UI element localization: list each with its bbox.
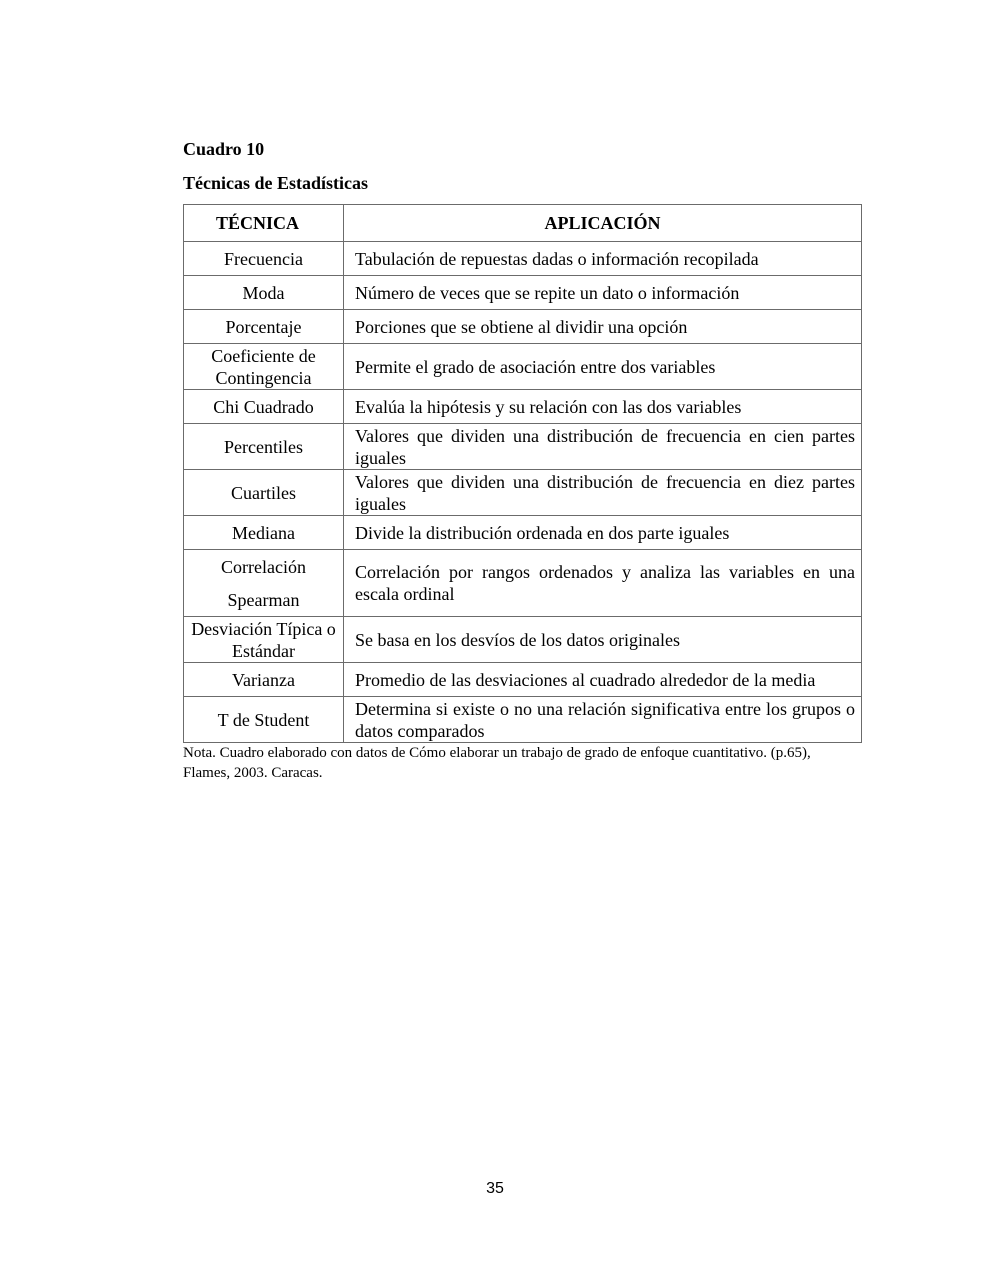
- table-row: [184, 276, 862, 310]
- techniques-table: [183, 204, 862, 743]
- cell-aplicacion: Valores que dividen una distribución de frecuencia en cien partes iguales: [344, 424, 862, 470]
- cell-tecnica: Percentiles: [184, 424, 344, 470]
- cell-tecnica-line: Spearman: [227, 589, 300, 610]
- table-row: [184, 550, 862, 617]
- cell-tecnica: [184, 550, 344, 617]
- table-source-note: Nota. Cuadro elaborado con datos de Cómo elaborar un trabajo de grado de enfoque cuantitativo. (p.65), Flames, 2003. Caracas.: [183, 745, 811, 781]
- cell-tecnica: Varianza: [184, 663, 344, 697]
- table-row: [184, 242, 862, 276]
- techniques-table-container: [183, 204, 861, 743]
- cell-aplicacion: Evalúa la hipótesis y su relación con las dos variables: [344, 390, 862, 424]
- cell-aplicacion: Porciones que se obtiene al dividir una opción: [344, 310, 862, 344]
- cell-aplicacion: Divide la distribución ordenada en dos parte iguales: [344, 516, 862, 550]
- cell-tecnica: Coeficiente de Contingencia: [184, 344, 344, 390]
- table-caption-title: Técnicas de Estadísticas: [183, 173, 369, 193]
- table-row: [184, 663, 862, 697]
- cell-aplicacion: Número de veces que se repite un dato o información: [344, 276, 862, 310]
- table-row: [184, 344, 862, 390]
- cell-tecnica: Moda: [184, 276, 344, 310]
- table-row: [184, 697, 862, 743]
- cell-aplicacion: Se basa en los desvíos de los datos originales: [344, 617, 862, 663]
- cell-tecnica: Mediana: [184, 516, 344, 550]
- cell-aplicacion: Determina si existe o no una relación significativa entre los grupos o datos comparados: [344, 697, 862, 743]
- cell-aplicacion: Correlación por rangos ordenados y analiza las variables en una escala ordinal: [344, 550, 862, 617]
- cell-aplicacion: Permite el grado de asociación entre dos variables: [344, 344, 862, 390]
- page-number: 35: [486, 1180, 504, 1197]
- cell-tecnica: T de Student: [184, 697, 344, 743]
- table-row: [184, 424, 862, 470]
- table-row: [184, 516, 862, 550]
- cell-tecnica: Porcentaje: [184, 310, 344, 344]
- table-caption-number: Cuadro 10: [183, 139, 265, 159]
- cell-tecnica: Cuartiles: [184, 470, 344, 516]
- header-aplicacion: APLICACIÓN: [344, 205, 862, 242]
- table-row: [184, 390, 862, 424]
- table-row: [184, 617, 862, 663]
- cell-tecnica: Frecuencia: [184, 242, 344, 276]
- table-header-row: [184, 205, 862, 242]
- cell-aplicacion: Tabulación de repuestas dadas o información recopilada: [344, 242, 862, 276]
- table-row: [184, 470, 862, 516]
- header-tecnica: TÉCNICA: [184, 205, 344, 242]
- cell-tecnica: Desviación Típica o Estándar: [184, 617, 344, 663]
- cell-tecnica: Chi Cuadrado: [184, 390, 344, 424]
- cell-aplicacion: Promedio de las desviaciones al cuadrado alrededor de la media: [344, 663, 862, 697]
- cell-aplicacion: Valores que dividen una distribución de frecuencia en diez partes iguales: [344, 470, 862, 516]
- cell-tecnica-line: Correlación: [221, 556, 306, 577]
- table-row: [184, 310, 862, 344]
